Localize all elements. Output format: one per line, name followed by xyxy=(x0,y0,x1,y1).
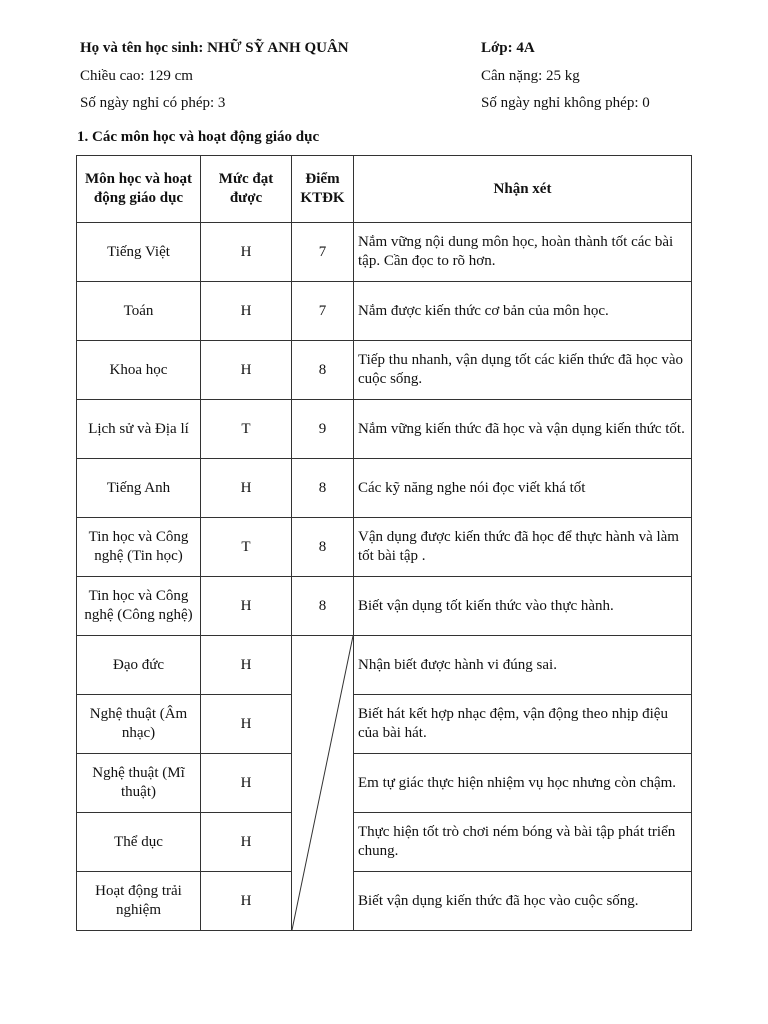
subject-cell: Khoa học xyxy=(77,341,201,400)
level-cell: H xyxy=(201,223,292,282)
subject-cell: Hoạt động trải nghiệm xyxy=(77,872,201,931)
subject-cell: Tiếng Việt xyxy=(77,223,201,282)
unexcused-label: Số ngày nghỉ không phép: xyxy=(481,95,639,111)
height-line xyxy=(80,68,193,85)
comment-cell: Nắm được kiến thức cơ bản của môn học. xyxy=(354,282,692,341)
level-cell: H xyxy=(201,813,292,872)
diagonal-strike-line xyxy=(292,636,353,930)
header-level: Mức đạt được xyxy=(201,156,292,223)
level-cell: H xyxy=(201,695,292,754)
class-value: 4A xyxy=(516,40,535,56)
section-title: 1. Các môn học và hoạt động giáo dục xyxy=(77,129,320,145)
table-row xyxy=(77,223,692,282)
subject-cell: Nghệ thuật (Mĩ thuật) xyxy=(77,754,201,813)
level-cell: H xyxy=(201,341,292,400)
class-label: Lớp: xyxy=(481,40,513,56)
table-row xyxy=(77,282,692,341)
level-cell: H xyxy=(201,636,292,695)
table-row xyxy=(77,459,692,518)
comment-cell: Thực hiện tốt trò chơi ném bóng và bài tập phát triển chung. xyxy=(354,813,692,872)
comment-cell: Biết hát kết hợp nhạc đệm, vận động theo nhịp điệu của bài hát. xyxy=(354,695,692,754)
table-row xyxy=(77,577,692,636)
comment-cell: Tiếp thu nhanh, vận dụng tốt các kiến thức đã học vào cuộc sống. xyxy=(354,341,692,400)
class-line xyxy=(481,40,535,57)
level-cell: H xyxy=(201,282,292,341)
score-cell: 8 xyxy=(292,341,354,400)
unexcused-value: 0 xyxy=(642,95,650,111)
score-cell: 8 xyxy=(292,518,354,577)
header-comment: Nhận xét xyxy=(354,156,692,223)
level-cell: H xyxy=(201,459,292,518)
comment-cell: Biết vận dụng kiến thức đã học vào cuộc sống. xyxy=(354,872,692,931)
table-row xyxy=(77,872,692,931)
header-subject: Môn học và hoạt động giáo dục xyxy=(77,156,201,223)
table-row xyxy=(77,695,692,754)
subject-cell: Tin học và Công nghệ (Tin học) xyxy=(77,518,201,577)
subject-cell: Tiếng Anh xyxy=(77,459,201,518)
comment-cell: Các kỹ năng nghe nói đọc viết khá tốt xyxy=(354,459,692,518)
subject-cell: Toán xyxy=(77,282,201,341)
weight-label: Cân nặng: xyxy=(481,68,543,84)
comment-cell: Nắm vững nội dung môn học, hoàn thành tốt các bài tập. Cần đọc to rõ hơn. xyxy=(354,223,692,282)
unexcused-line xyxy=(481,95,650,112)
score-cell: 8 xyxy=(292,459,354,518)
score-cell: 8 xyxy=(292,577,354,636)
height-value: 129 cm xyxy=(148,68,193,84)
table-row xyxy=(77,813,692,872)
level-cell: H xyxy=(201,872,292,931)
header-score: Điểm KTĐK xyxy=(292,156,354,223)
table-header-row xyxy=(77,156,692,223)
score-cell: 9 xyxy=(292,400,354,459)
weight-value: 25 kg xyxy=(546,68,580,84)
comment-cell: Nhận biết được hành vi đúng sai. xyxy=(354,636,692,695)
comment-cell: Em tự giác thực hiện nhiệm vụ học nhưng còn chậm. xyxy=(354,754,692,813)
comment-cell: Vận dụng được kiến thức đã học để thực hành và làm tốt bài tập . xyxy=(354,518,692,577)
level-cell: H xyxy=(201,577,292,636)
student-name-label: Họ và tên học sinh: xyxy=(80,40,204,56)
comment-cell: Biết vận dụng tốt kiến thức vào thực hành. xyxy=(354,577,692,636)
subject-cell: Tin học và Công nghệ (Công nghệ) xyxy=(77,577,201,636)
subject-cell: Lịch sử và Địa lí xyxy=(77,400,201,459)
table-row xyxy=(77,518,692,577)
table-row xyxy=(77,400,692,459)
table-row xyxy=(77,636,692,695)
score-cell: 7 xyxy=(292,223,354,282)
score-not-applicable-cell xyxy=(292,636,354,931)
subject-cell: Thể dục xyxy=(77,813,201,872)
level-cell: H xyxy=(201,754,292,813)
subject-cell: Đạo đức xyxy=(77,636,201,695)
comment-cell: Nắm vững kiến thức đã học và vận dụng kiến thức tốt. xyxy=(354,400,692,459)
weight-line xyxy=(481,68,580,85)
score-cell: 7 xyxy=(292,282,354,341)
subject-cell: Nghệ thuật (Âm nhạc) xyxy=(77,695,201,754)
table-row xyxy=(77,341,692,400)
level-cell: T xyxy=(201,400,292,459)
height-label: Chiều cao: xyxy=(80,68,145,84)
student-name-value: NHỮ SỸ ANH QUÂN xyxy=(207,40,349,56)
table-row xyxy=(77,754,692,813)
grades-table xyxy=(76,155,692,931)
excused-line xyxy=(80,95,225,112)
student-name-line xyxy=(80,40,349,57)
excused-value: 3 xyxy=(217,95,226,111)
excused-label: Số ngày nghỉ có phép: xyxy=(80,95,215,111)
level-cell: T xyxy=(201,518,292,577)
